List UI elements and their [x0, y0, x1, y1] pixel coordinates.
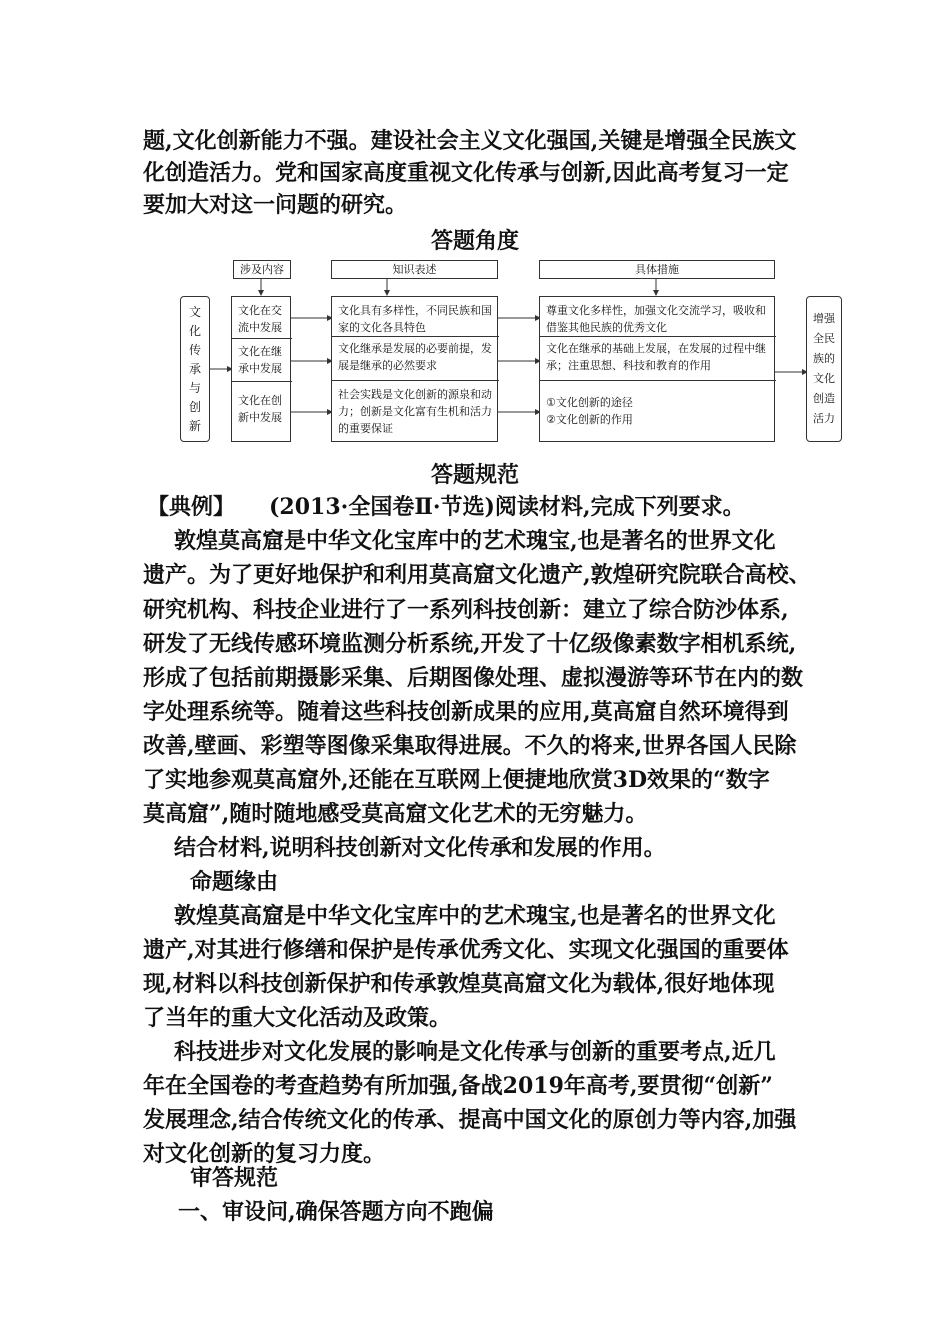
- section-answer-norms-title: 答题规范: [430, 462, 519, 488]
- material-line-6: 字处理系统等。随着这些科技创新成果的应用,莫高窟自然环境得到: [143, 699, 789, 725]
- material-line-5: 形成了包括前期摄影采集、后期图像处理、虚拟漫游等环节在内的数: [143, 665, 804, 691]
- material-line-2: 遗产。为了更好地保护和利用莫高窟文化遗产,敦煌研究院联合高校、: [143, 562, 811, 588]
- material-line-1: 敦煌莫高窟是中华文化宝库中的艺术瑰宝,也是著名的世界文化: [174, 528, 776, 554]
- origin-p2-line-3: 发展理念,结合传统文化的传承、提高中国文化的原创力等内容,加强: [143, 1107, 797, 1133]
- review-title: 审答规范: [190, 1165, 279, 1191]
- material-line-9: 莫高窟”,随时随地感受莫高窟文化艺术的无穷魅力。: [143, 801, 648, 827]
- intro-line-3: 要加大对这一问题的研究。: [143, 192, 408, 218]
- measures-row-2: 文化在继承的基础上发展，在发展的过程中继承；注重思想、科技和教育的作用: [540, 337, 776, 381]
- example-line: [147, 490, 745, 521]
- left-label-char: 传: [188, 342, 201, 357]
- content-column: [231, 296, 291, 442]
- header-measures: 具体措施: [539, 260, 775, 279]
- left-label-char: 创: [188, 399, 201, 414]
- diagram-title: 答题角度: [430, 228, 519, 254]
- knowledge-row-2: 文化继承是发展的必要前提，发展是继承的必然要求: [332, 337, 499, 381]
- right-label-part: 族的: [813, 352, 835, 365]
- right-label-part: 文化: [813, 372, 835, 385]
- origin-p2-line-1: 科技进步对文化发展的影响是文化传承与创新的重要考点,近几: [174, 1039, 776, 1065]
- material-line-7: 改善,壁画、彩塑等图像采集取得进展。不久的将来,世界各国人民除: [143, 733, 797, 759]
- origin-p1-line-1: 敦煌莫高窟是中华文化宝库中的艺术瑰宝,也是著名的世界文化: [174, 903, 776, 929]
- content-row-2: 文化在继承中发展: [232, 340, 292, 382]
- measures-row-3: ①文化创新的途径 ②文化创新的作用: [546, 396, 633, 426]
- content-row-3: 文化在创新中发展: [238, 394, 282, 424]
- right-label-box: [806, 296, 842, 442]
- right-label-part: 增强: [813, 312, 835, 325]
- content-row-1: 文化在交流中发展: [232, 299, 292, 339]
- knowledge-column: [331, 296, 498, 442]
- knowledge-row-3: 社会实践是文化创新的源泉和动力；创新是文化富有生机和活力的重要保证: [338, 388, 492, 435]
- header-knowledge: 知识表述: [331, 260, 498, 279]
- right-label-part: 全民: [813, 332, 835, 345]
- origin-p2-line-2: 年在全国卷的考查趋势有所加强,备战2019年高考,要贯彻“创新”: [143, 1073, 773, 1099]
- left-label-char: 承: [188, 361, 201, 376]
- example-source: (2013·全国卷Ⅱ·节选)阅读材料,完成下列要求。: [269, 494, 745, 520]
- origin-p1-line-3: 现,材料以科技创新保护和传承敦煌莫高窟文化为载体,很好地体现: [143, 971, 775, 997]
- measures-column: [539, 296, 775, 442]
- origin-p1-line-4: 了当年的重大文化活动及政策。: [143, 1005, 452, 1031]
- right-label-part: 活力: [813, 412, 835, 425]
- left-label-char: 化: [188, 323, 201, 338]
- origin-title: 命题缘由: [190, 869, 279, 895]
- origin-p2-line-4: 对文化创新的复习力度。: [143, 1141, 386, 1167]
- measures-row-1: 尊重文化多样性，加强文化交流学习，吸收和借鉴其他民族的优秀文化: [540, 299, 776, 337]
- example-label: 【典例】: [147, 494, 236, 520]
- intro-line-1: 题,文化创新能力不强。建设社会主义文化强国,关键是增强全民族文: [143, 128, 797, 154]
- review-step-1: 一、审设问,确保答题方向不跑偏: [178, 1199, 494, 1225]
- left-label-char: 与: [188, 380, 201, 395]
- question-line: 结合材料,说明科技创新对文化传承和发展的作用。: [174, 835, 666, 861]
- left-label-char: 文: [188, 304, 201, 319]
- origin-p1-line-2: 遗产,对其进行修缮和保护是传承优秀文化、实现文化强国的重要体: [143, 937, 789, 963]
- left-label-box: [180, 296, 210, 442]
- intro-line-2: 化创造活力。党和国家高度重视文化传承与创新,因此高考复习一定: [143, 160, 789, 186]
- material-line-3: 研究机构、科技企业进行了一系列科技创新：建立了综合防沙体系,: [143, 597, 789, 623]
- header-content: 涉及内容: [233, 260, 291, 279]
- left-label-char: 新: [188, 418, 201, 433]
- knowledge-row-1: 文化具有多样性，不同民族和国家的文化各具特色: [332, 299, 499, 337]
- right-label-part: 创造: [813, 392, 835, 405]
- material-line-8: 了实地参观莫高窟外,还能在互联网上便捷地欣赏3D效果的“数字: [143, 767, 770, 793]
- material-line-4: 研发了无线传感环境监测分析系统,开发了十亿级像素数字相机系统,: [143, 631, 797, 657]
